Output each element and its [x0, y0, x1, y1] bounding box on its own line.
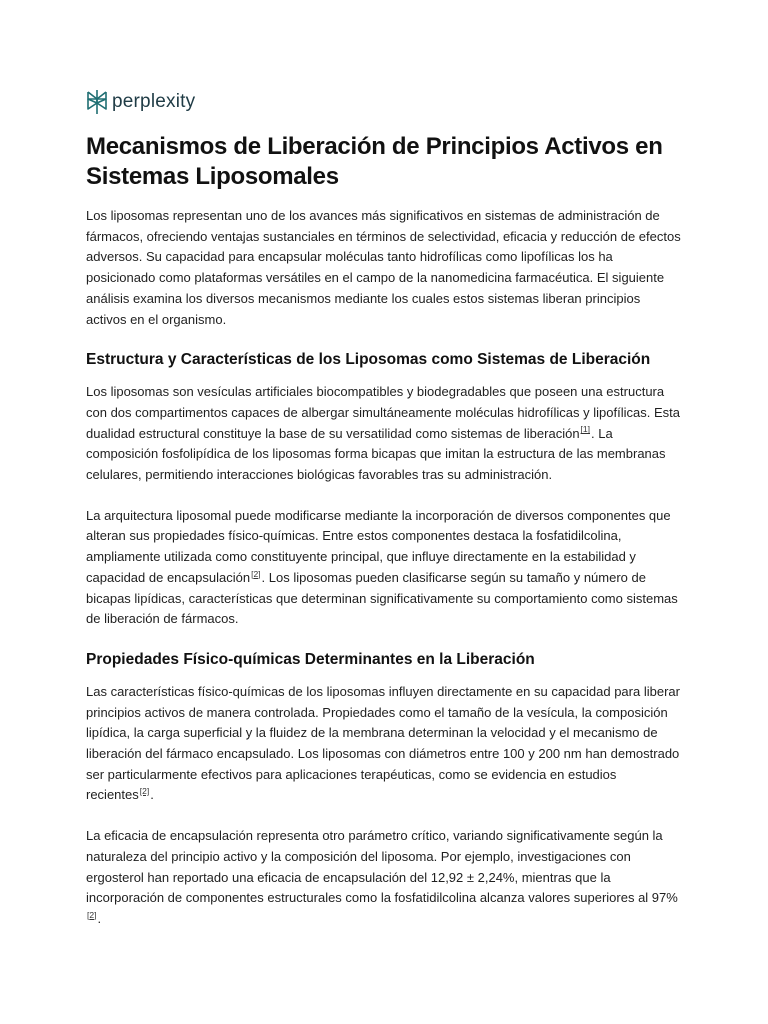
section2-paragraph-1	[86, 682, 682, 806]
section-heading-estructura: Estructura y Características de los Liposomas como Sistemas de Liberación	[86, 351, 651, 369]
citation-link[interactable]: [2]	[139, 786, 150, 797]
intro-paragraph: Los liposomas representan uno de los avances más significativos en sistemas de administración de fármacos, ofreciendo ventajas sustanciales en términos de selectividad, eficacia y reducción de efectos adversos. Su capacidad para encapsular moléculas tanto hidrofílicas como lipofílicas los ha posicionado como plataformas versátiles en el campo de la nanomedicina farmacéutica. El siguiente análisis examina los diversos mecanismos mediante los cuales estos sistemas liberan principios activos en el organismo.	[86, 208, 681, 327]
paragraph-text: La arquitectura liposomal puede modificarse mediante la incorporación de diversos componentes que alteran sus propiedades físico-químicas. Entre estos componentes destaca la fosfatidilcolina, ampliamente utilizada como constituyente principal, que influye directamente en la estabilidad y capacidad de encapsulación	[86, 507, 671, 585]
paragraph-text: . La composición fosfolipídica de los liposomas forma bicapas que imitan la estructura de las membranas celulares, permitiendo interacciones biológicas favorables tras su administración.	[86, 425, 666, 483]
paragraph-text: Las características físico-químicas de los liposomas influyen directamente en su capacidad para liberar principios activos de manera controlada. Propiedades como el tamaño de la vesícula, la composición lipídica, la carga superficial y la fluidez de la membrana determinan la velocidad y el mecanismo de liberación del fármaco encapsulado. Los liposomas con diámetros entre 100 y 200 nm han demostrado ser particularmente efectivos para aplicaciones terapéuticas, como se evidencia en estudios recientes	[86, 683, 680, 803]
paragraph-text: .	[97, 910, 102, 926]
paragraph-text: Los liposomas son vesículas artificiales biocompatibles y biodegradables que poseen una estructura con dos compartimentos capaces de albergar simultáneamente moléculas hidrofílicas y lipofílicas. Esta dualidad estructural constituye la base de su versatilidad como sistemas de liberación	[86, 384, 680, 441]
section1-paragraph-1	[86, 382, 682, 486]
paragraph-text: . Los liposomas pueden clasificarse según su tamaño y número de bicapas lipídicas, características que determinan significativamente su comportamiento como sistemas de liberación de fármacos.	[86, 569, 678, 627]
citation-link[interactable]: [1]	[580, 424, 590, 435]
section1-paragraph-2	[86, 506, 682, 630]
citation-link[interactable]: [2]	[87, 909, 97, 920]
section-heading-propiedades: Propiedades Físico-químicas Determinantes en la Liberación	[86, 650, 535, 668]
brand-logo[interactable]	[86, 86, 682, 118]
document-page	[86, 86, 682, 950]
section2-paragraph-2	[86, 826, 682, 930]
brand-name: perplexity	[112, 91, 196, 112]
paragraph-text: .	[150, 787, 154, 803]
paragraph-text: La eficacia de encapsulación representa otro parámetro crítico, variando significativamente según la naturaleza del principio activo y la composición del liposoma. Por ejemplo, investigaciones con ergosterol han reportado una eficacia de encapsulación del 12,92 ± 2,24%, mientras que la incorporación de componentes estructurales como la fosfatidilcolina alcanza valores superiores al 97%	[86, 828, 678, 906]
page-title: Mecanismos de Liberación de Principios Activos en Sistemas Liposomales	[86, 133, 663, 190]
citation-link[interactable]: [2]	[251, 568, 261, 579]
perplexity-logo-icon	[86, 89, 108, 115]
